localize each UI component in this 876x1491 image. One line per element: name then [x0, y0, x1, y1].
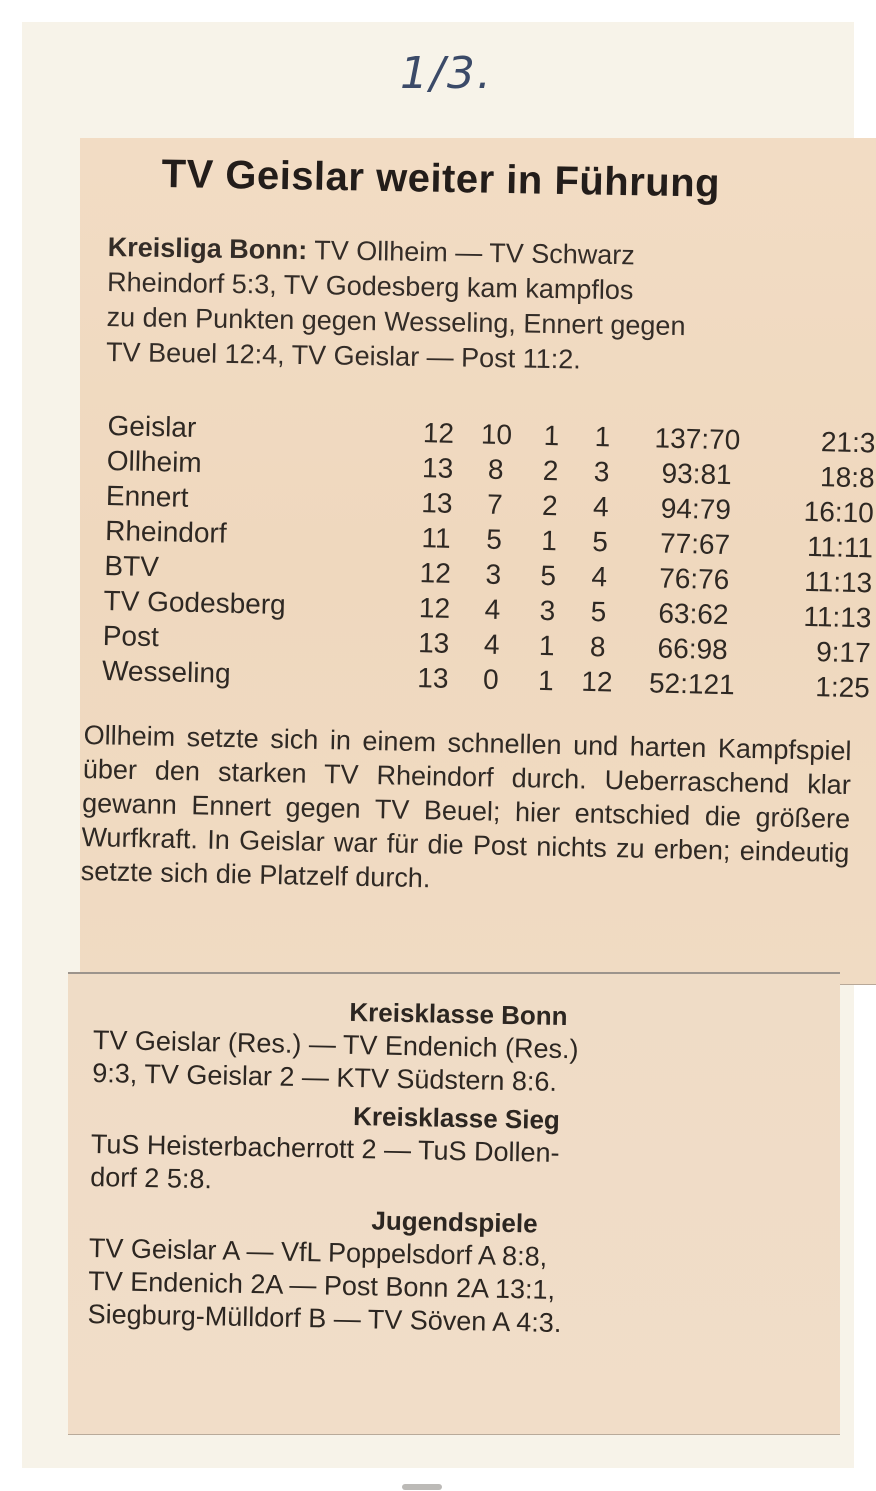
standings-cell-won: 5: [485, 523, 503, 555]
standings-cell-points: 9:17: [815, 636, 871, 669]
standings-cell-lost: 5: [591, 526, 609, 558]
newspaper-clipping-kreisliga: [80, 138, 876, 984]
intro-line: zu den Punkten gegen Wesseling, Ennert gegen: [106, 301, 686, 342]
result-line: TV Endenich 2A — Post Bonn 2A 13:1,: [88, 1265, 556, 1305]
standings-cell-points: 1:25: [815, 671, 871, 704]
result-line: Siegburg-Mülldorf B — TV Söven A 4:3.: [87, 1298, 562, 1339]
match-report: Ollheim setzte sich in einem schnellen und harten Kampfspiel über den starken TV Rheindorf durch. Ueberraschend klar gewann Ennert gegen TV Beuel; hier entschied die größere Wurfkraft. In Geislar war für die Post nichts zu erben; eindeutig setzte sich die Platzelf durch.: [80, 719, 852, 894]
section-heading: Kreisklasse Bonn: [349, 996, 568, 1032]
standings-cell-points: 11:13: [803, 565, 873, 599]
standings-cell-games: 13: [421, 487, 453, 519]
standings-cell-games: 13: [417, 627, 450, 659]
ink-smudge: [402, 1484, 442, 1490]
standings-cell-games: 13: [417, 662, 449, 694]
standings-cell-lost: 3: [593, 456, 610, 488]
newspaper-clipping-results: [68, 972, 840, 1435]
standings-cell-games: 12: [422, 417, 455, 449]
standings-cell-team: Wesseling: [101, 654, 232, 689]
section-heading: Jugendspiele: [371, 1205, 538, 1239]
intro-line: Rheindorf 5:3, TV Godesberg kam kampflos: [106, 266, 634, 306]
standings-cell-goals: 66:98: [657, 632, 729, 666]
standings-cell-draw: 5: [540, 559, 557, 592]
standings-cell-points: 16:10: [803, 495, 875, 529]
section-results: [92, 1024, 823, 1104]
standings-cell-draw: 2: [542, 454, 559, 487]
result-line: TV Geislar A — VfL Poppelsdorf A 8:8,: [88, 1232, 548, 1272]
section-results: [90, 1128, 821, 1208]
scrapbook-page: [22, 22, 876, 1468]
result-line: 9:3, TV Geislar 2 — KTV Südstern 8:6.: [92, 1057, 558, 1097]
standings-cell-won: 8: [487, 453, 504, 485]
article-headline: TV Geislar weiter in Führung: [161, 152, 721, 206]
standings-cell-won: 4: [484, 593, 501, 625]
standings-cell-goals: 93:81: [661, 457, 733, 491]
standings-cell-games: 12: [418, 592, 451, 624]
standings-cell-goals: 137:70: [654, 422, 741, 456]
result-line: TuS Heisterbacherrott 2 — TuS Dollen-: [90, 1128, 560, 1168]
standings-cell-team: Post: [102, 619, 160, 653]
standings-cell-team: Rheindorf: [104, 514, 227, 549]
standings-cell-draw: 1: [543, 419, 560, 452]
standings-cell-points: 18:8: [819, 461, 875, 494]
intro-line: TV Beuel 12:4, TV Geislar — Post 11:2.: [105, 336, 581, 375]
standings-cell-team: Ollheim: [106, 444, 203, 479]
standings-cell-points: 11:13: [803, 600, 872, 634]
standings-cell-lost: 4: [591, 561, 608, 593]
standings-cell-games: 13: [421, 452, 454, 484]
standings-cell-lost: 5: [590, 596, 607, 628]
standings-cell-team: Ennert: [105, 479, 189, 513]
standings-cell-won: 3: [485, 558, 502, 590]
result-line: TV Geislar (Res.) — TV Endenich (Res.): [92, 1024, 579, 1065]
standings-cell-team: Geislar: [107, 409, 197, 444]
standings-cell-draw: 1: [538, 629, 555, 662]
standings-cell-lost: 4: [592, 491, 610, 523]
standings-cell-team: BTV: [104, 549, 160, 583]
standings-cell-games: 12: [419, 557, 452, 589]
league-label: Kreisliga Bonn:: [107, 231, 308, 266]
intro-line: Kreisliga Bonn: TV Ollheim — TV Schwarz: [107, 231, 636, 271]
standings-cell-games: 11: [421, 522, 452, 554]
handwritten-page-number: 1/3.: [400, 48, 493, 99]
article-intro: [106, 230, 876, 382]
section-heading: Kreisklasse Sieg: [352, 1101, 561, 1135]
results-sections: [87, 986, 824, 1347]
standings-cell-draw: 2: [541, 489, 559, 522]
standings-cell-draw: 1: [540, 524, 558, 557]
standings-cell-draw: 3: [539, 594, 556, 627]
standings-cell-draw: 1: [537, 664, 555, 697]
standings-cell-goals: 63:62: [658, 597, 729, 631]
standings-cell-goals: 52:121: [648, 667, 736, 701]
standings-cell-won: 4: [483, 628, 500, 660]
standings-cell-goals: 77:67: [659, 527, 731, 561]
standings-cell-lost: 8: [589, 630, 606, 663]
standings-cell-points: 11:11: [806, 530, 874, 564]
standings-cell-goals: 94:79: [660, 492, 732, 526]
standings-cell-lost: 12: [580, 665, 613, 698]
standings-table: [102, 408, 876, 705]
section-results: [87, 1232, 819, 1345]
standings-cell-goals: 76:76: [658, 562, 730, 596]
standings-cell-points: 21:3: [820, 426, 876, 459]
standings-cell-team: TV Godesberg: [103, 584, 287, 621]
standings-cell-won: 7: [486, 488, 504, 520]
standings-cell-lost: 1: [594, 421, 611, 453]
standings-cell-won: 0: [482, 663, 500, 695]
result-line: dorf 2 5:8.: [90, 1161, 213, 1195]
standings-cell-won: 10: [480, 418, 513, 451]
